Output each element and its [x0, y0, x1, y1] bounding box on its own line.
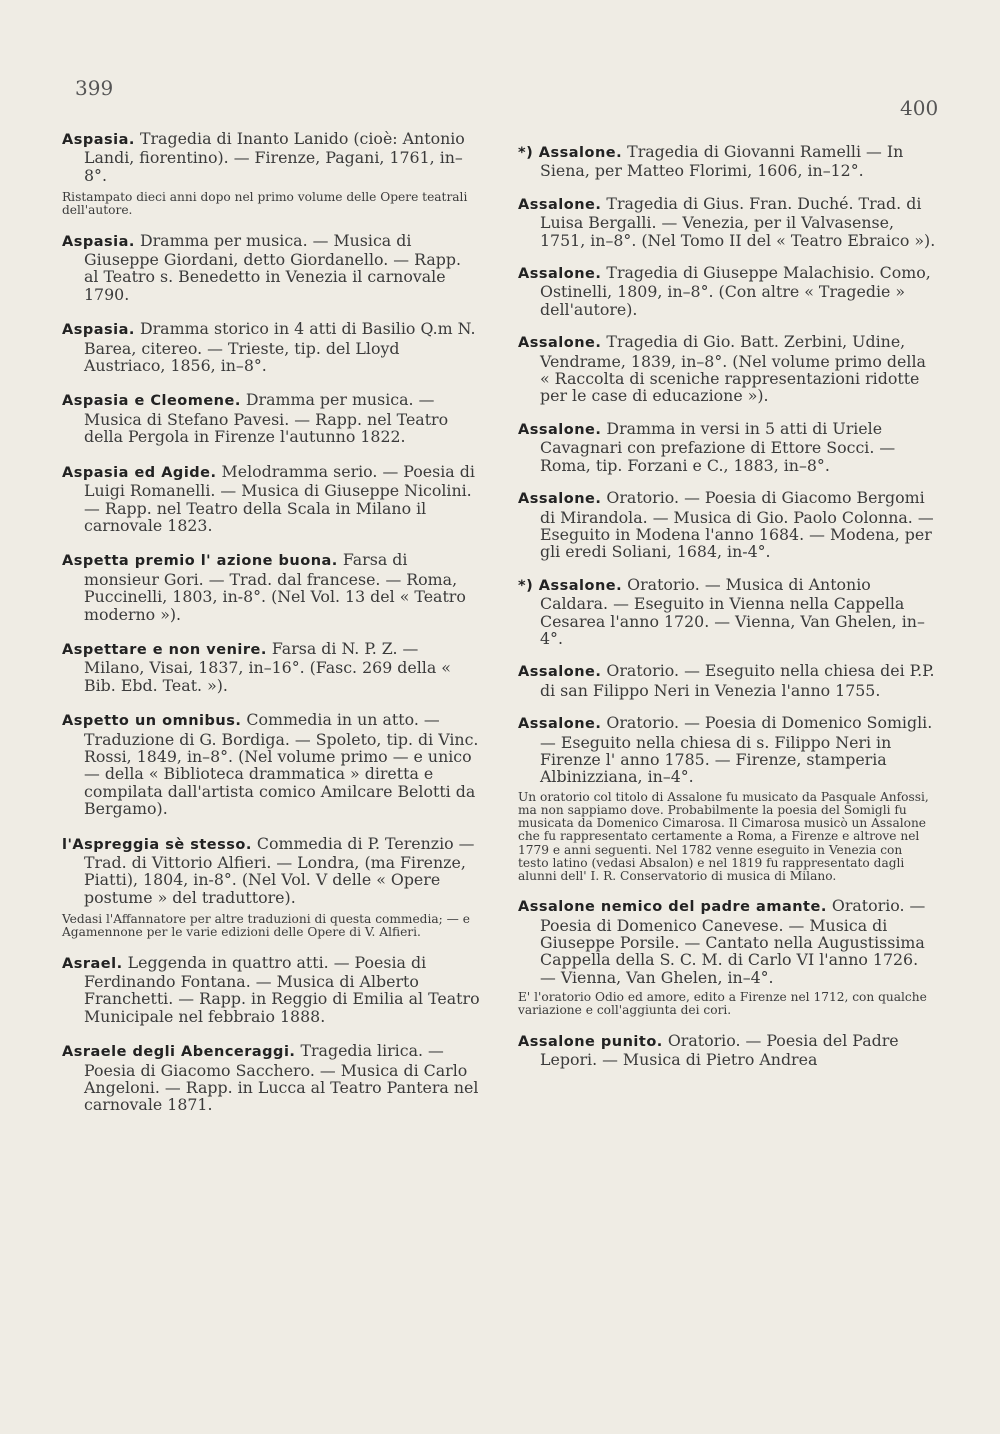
entry-text: Commedia di P. Terenzio — Trad. di Vittorio Alfieri. — Londra, (ma Firenze, Piatti), 1804, in-8°. (Nel Vol. V delle « Opere postume » del traduttore).	[84, 833, 475, 907]
entry-text: Oratorio. — Poesia di Giacomo Bergomi di Mirandola. — Musica di Gio. Paolo Colonna. — Eseguito in Modena l'anno 1684. — Modena, per gli eredi Soliani, 1684, in-4°.	[540, 488, 934, 562]
entry-title: *) Assalone.	[518, 577, 623, 594]
entry-text: Tragedia di Gius. Fran. Duché. Trad. di Luisa Bergalli. — Venezia, per il Valvasense, 1751, in–8°. (Nel Tomo II del « Teatro Ebraico »).	[540, 193, 936, 250]
entry-note: Un oratorio col titolo di Assalone fu musicato da Pasquale Anfossi, ma non sappiamo dove. Probabilmente la poesia del Somigli fu musicata da Domenico Cimarosa. Il Cimarosa musicò un Assalone che fu rappresentato certamente a Roma, a Firenze e altrove nel 1779 e anni seguenti. Nel 1782 venne eseguito in Venezia con testo latino (vedasi Absalon) e nel 1819 fu rappresentato dagli alunni dell' I. R. Conservatorio di musica di Milano.	[518, 789, 929, 883]
left-column	[62, 130, 480, 1131]
entry	[518, 897, 936, 986]
page-number-left: 399	[75, 76, 114, 100]
entry-title: Assalone nemico del padre amante.	[518, 899, 827, 916]
entry-text: Oratorio. — Eseguito nella chiesa dei P.P. di san Filippo Neri in Venezia l'anno 1755.	[540, 661, 935, 700]
entry	[62, 391, 480, 445]
entry	[518, 662, 936, 699]
entry-title: Assalone.	[518, 716, 602, 733]
entry	[518, 714, 936, 786]
entry-title: Assalone punito.	[518, 1033, 663, 1050]
right-column	[518, 143, 936, 1083]
entry-text: Tragedia lirica. — Poesia di Giacomo Sacchero. — Musica di Carlo Angeloni. — Rapp. in Lucca al Teatro Pantera nel carnovale 1871.	[84, 1041, 479, 1115]
entry-text: Tragedia di Giovanni Ramelli — In Siena, per Matteo Florimi, 1606, in–12°.	[540, 142, 904, 181]
entry	[518, 333, 936, 405]
entry	[518, 195, 936, 249]
entry-title: Assalone.	[518, 196, 602, 213]
entry-title: Asraele degli Abenceraggi.	[62, 1044, 296, 1061]
entry-title: Aspetto un omnibus.	[62, 713, 242, 730]
entry-title: Assalone.	[518, 491, 602, 508]
entry-title: Aspasia.	[62, 322, 135, 339]
entry-title: Aspasia.	[62, 233, 135, 250]
entry-text: Melodramma serio. — Poesia di Luigi Romanelli. — Musica di Giuseppe Nicolini. — Rapp. nel Teatro della Scala in Milano il carnovale 1823.	[84, 461, 475, 535]
entry-text: Leggenda in quattro atti. — Poesia di Ferdinando Fontana. — Musica di Alberto Franchetti. — Rapp. in Reggio di Emilia al Teatro Municipale nel febbraio 1888.	[84, 952, 480, 1026]
entry-note: E' l'oratorio Odio ed amore, edito a Firenze nel 1712, con qualche variazione e coll'aggiunta dei cori.	[518, 990, 927, 1018]
entry-title: Assalone.	[518, 266, 602, 283]
entry-text: Oratorio. — Musica di Antonio Caldara. — Eseguito in Vienna nella Cappella Cesarea l'anno 1720. — Vienna, Van Ghelen, in–4°.	[540, 574, 925, 648]
entry-title: Aspasia e Cleomene.	[62, 393, 241, 410]
entry	[62, 551, 480, 623]
entry-title: l'Aspreggia sè stesso.	[62, 836, 252, 853]
entry-title: Assalone.	[518, 335, 602, 352]
entry-text: Tragedia di Gio. Batt. Zerbini, Udine, Vendrame, 1839, in–8°. (Nel volume primo della « Raccolta di sceniche rappresentazioni ridotte per le case di educazione »).	[540, 332, 926, 406]
entry-text: Farsa di monsieur Gori. — Trad. dal francese. — Roma, Puccinelli, 1803, in-8°. (Nel Vol. 13 del « Teatro moderno »).	[84, 550, 466, 624]
entry	[62, 130, 480, 184]
entry	[62, 954, 480, 1026]
entry	[62, 835, 480, 907]
entry-text: Dramma in versi in 5 atti di Uriele Cavagnari con prefazione di Ettore Socci. — Roma, tip. Forzani e C., 1883, in–8°.	[540, 418, 896, 475]
entry	[518, 576, 936, 648]
entry-title: Aspasia ed Agide.	[62, 464, 217, 481]
entry	[62, 463, 480, 535]
entry	[62, 1042, 480, 1114]
entry-text: Oratorio. — Poesia di Domenico Somigli. — Eseguito nella chiesa di s. Filippo Neri in Firenze l' anno 1785. — Firenze, stamperia Albinizziana, in–4°.	[540, 713, 933, 787]
entry-text: Farsa di N. P. Z. — Milano, Visai, 1837, in–16°. (Fasc. 269 della « Bib. Ebd. Teat. »).	[84, 638, 451, 695]
entry-title: Aspetta premio l' azione buona.	[62, 553, 338, 570]
entry	[62, 320, 480, 374]
entry	[518, 143, 936, 180]
entry-title: Aspasia.	[62, 132, 135, 148]
entry-text: Commedia in un atto. — Traduzione di G. Bordiga. — Spoleto, tip. di Vinc. Rossi, 1849, in–8°. (Nel volume primo — e unico — della « Biblioteca drammatica » diretta e compilata dall'artista comico Amilcare Belotti da Bergamo).	[84, 710, 479, 819]
entry-title: *) Assalone.	[518, 145, 623, 161]
entry	[518, 264, 936, 318]
entry	[62, 640, 480, 694]
entry-text: Dramma per musica. — Musica di Giuseppe Giordani, detto Giordanello. — Rapp. al Teatro s. Benedetto in Venezia il carnovale 1790.	[84, 230, 462, 304]
entry-note: Vedasi l'Affannatore per altre traduzioni di questa commedia; — e Agamennone per le varie edizioni delle Opere di V. Alfieri.	[62, 912, 470, 940]
entry-text: Oratorio. — Poesia del Padre Lepori. — Musica di Pietro Andrea	[540, 1030, 899, 1070]
page-number-right: 400	[900, 96, 939, 120]
entry-note: Ristampato dieci anni dopo nel primo volume delle Opere teatrali dell'autore.	[62, 190, 468, 218]
entry-title: Aspettare e non venire.	[62, 641, 267, 658]
entry-text: Dramma storico in 4 atti di Basilio Q.m N. Barea, citereo. — Trieste, tip. del Lloyd Austriaco, 1856, in–8°.	[84, 319, 476, 376]
entry	[62, 711, 480, 817]
entry	[518, 420, 936, 474]
entry-text: Oratorio. — Poesia di Domenico Canevese. — Musica di Giuseppe Porsile. — Cantato nella Augustissima Cappella della S. C. M. di Carlo VI l'anno 1726. — Vienna, Van Ghelen, in–4°.	[540, 896, 926, 987]
entry	[518, 1032, 936, 1069]
entry-title: Assalone.	[518, 421, 602, 438]
entry	[62, 232, 480, 304]
entry	[518, 489, 936, 561]
entry-title: Assalone.	[518, 664, 602, 681]
entry-text: Dramma per musica. — Musica di Stefano Pavesi. — Rapp. nel Teatro della Pergola in Firenze l'autunno 1822.	[84, 390, 449, 447]
entry-text: Tragedia di Giuseppe Malachisio. Como, Ostinelli, 1809, in–8°. (Con altre « Tragedie » dell'autore).	[540, 263, 931, 319]
entry-text: Tragedia di Inanto Lanido (cioè: Antonio Landi, fiorentino). — Firenze, Pagani, 1761, in–8°.	[84, 129, 465, 185]
entry-title: Asrael.	[62, 955, 123, 972]
